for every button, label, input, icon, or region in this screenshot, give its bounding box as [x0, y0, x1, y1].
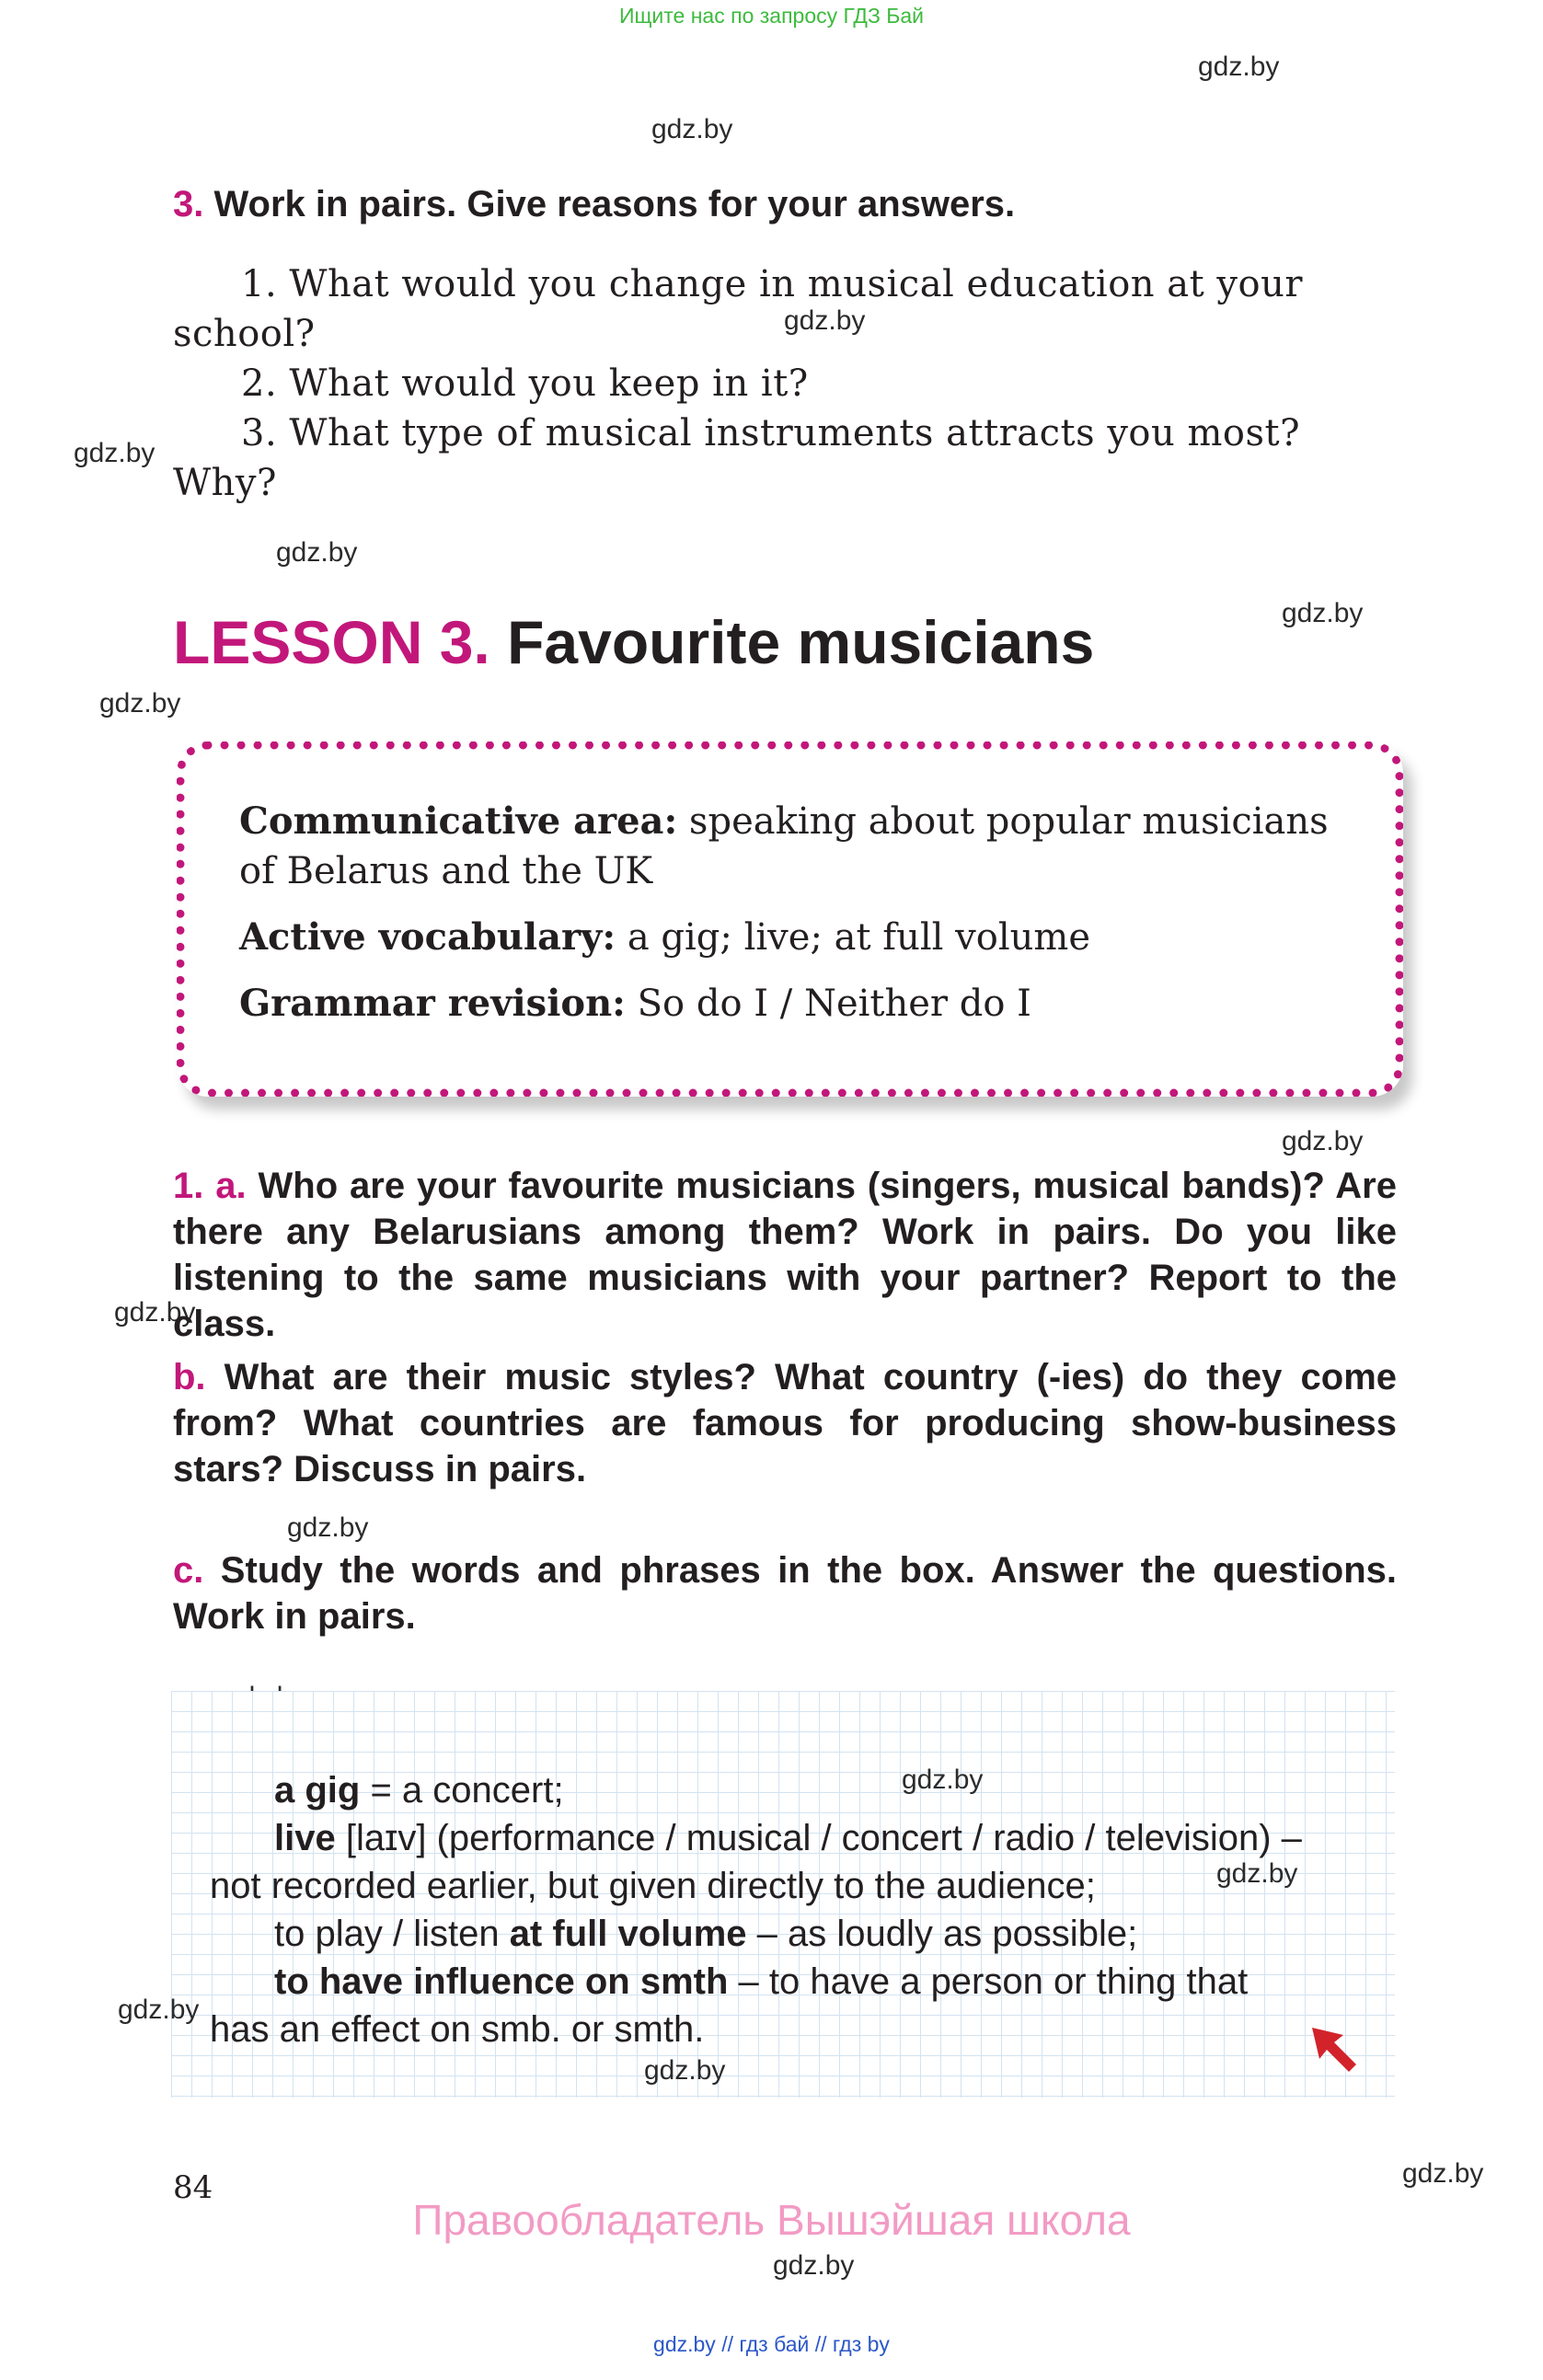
- watermark: gdz.by: [1198, 52, 1280, 82]
- question-3-line-2: Why?: [173, 462, 277, 504]
- communicative-area-text: speaking about popular musicians: [677, 800, 1329, 843]
- exercise-1b-text: What are their music styles? What country (-ies) do they come from? What countries are famous for producing show-business stars? Discuss in pairs.: [173, 1357, 1398, 1489]
- grammar-revision-label: Grammar revision:: [239, 982, 626, 1025]
- communicative-area-line-1: [239, 797, 1329, 846]
- exercise-1a-number: 1. a.: [173, 1166, 247, 1206]
- vocab-term-volume: at full volume: [509, 1914, 747, 1954]
- exercise-1c-number: c.: [173, 1550, 204, 1591]
- copyright-notice: Правообладатель Вышэйшая школа: [412, 2196, 1131, 2244]
- watermark: gdz.by: [1282, 1126, 1364, 1156]
- vocab-line-gig: [274, 1766, 564, 1814]
- question-3-line-1: 3. What type of musical instruments attracts you most?: [241, 412, 1301, 454]
- exercise-1c: [173, 1547, 1397, 1639]
- grammar-revision-line: [239, 979, 1031, 1029]
- vocab-def-gig: = a concert;: [360, 1770, 564, 1811]
- exercise-1a: [173, 1163, 1397, 1347]
- vocab-term-live: live: [274, 1818, 336, 1858]
- question-1-line-1: 1. What would you change in musical education at your: [241, 263, 1303, 305]
- watermark: gdz.by: [287, 1512, 369, 1543]
- vocab-def-live: [laɪv] (performance / musical / concert / radio / television) –: [335, 1818, 1302, 1858]
- lesson-name: Favourite musicians: [507, 608, 1095, 676]
- page-number: 84: [173, 2169, 213, 2206]
- watermark: gdz.by: [276, 537, 358, 568]
- lesson-label: LESSON 3.: [173, 608, 490, 676]
- vocab-line-live: [274, 1814, 1302, 1862]
- exercise-1a-text: Who are your favourite musicians (singers, musical bands)? Are there any Belarusians among them? Work in pairs. Do you like listening to the same musicians with your partner? Report to the class.: [173, 1166, 1397, 1344]
- exercise-1b: [173, 1354, 1397, 1492]
- watermark: gdz.by: [651, 114, 733, 144]
- question-2: 2. What would you keep in it?: [241, 362, 809, 405]
- watermark: gdz.by: [99, 688, 181, 719]
- lesson-title: [173, 605, 1094, 679]
- grammar-revision-text: So do I / Neither do I: [625, 983, 1031, 1025]
- watermark: gdz.by: [114, 1297, 196, 1328]
- vocab-line-influence-cont: has an effect on smb. or smth.: [210, 2009, 705, 2050]
- communicative-area-line-2: of Belarus and the UK: [239, 850, 653, 892]
- watermark: gdz.by: [1402, 2158, 1484, 2189]
- arrow-icon: [1307, 2022, 1362, 2077]
- watermark: gdz.by: [902, 1765, 984, 1795]
- exercise-3-text: Work in pairs. Give reasons for your answers.: [213, 184, 1016, 224]
- watermark: gdz.by: [1216, 1858, 1298, 1889]
- vocab-line-live-cont: not recorded earlier, but given directly to the audience;: [210, 1866, 1096, 1906]
- vocab-term-gig: a gig: [274, 1770, 361, 1811]
- communicative-area-label: Communicative area:: [239, 799, 678, 843]
- vocab-def-volume: – as loudly as possible;: [746, 1914, 1138, 1954]
- watermark: gdz.by: [773, 2250, 855, 2281]
- vocab-line-influence: [274, 1958, 1248, 2006]
- exercise-1b-number: b.: [173, 1357, 206, 1397]
- vocab-pre-volume: to play / listen: [274, 1914, 510, 1954]
- top-banner[interactable]: Ищите нас по запросу ГДЗ Бай: [618, 4, 925, 28]
- vocab-line-volume: [274, 1910, 1137, 1958]
- active-vocabulary-text: a gig; live; at full volume: [616, 916, 1090, 959]
- watermark: gdz.by: [74, 438, 155, 468]
- active-vocabulary-line: [239, 913, 1090, 962]
- watermark: gdz.by: [118, 1995, 200, 2025]
- active-vocabulary-label: Active vocabulary:: [239, 915, 616, 959]
- exercise-3-number: 3.: [173, 184, 204, 224]
- vocab-term-influence: to have influence on smth: [274, 1961, 729, 2002]
- question-1-line-2: school?: [173, 313, 316, 355]
- exercise-3-heading: [173, 181, 1397, 227]
- watermark: gdz.by: [1282, 598, 1364, 628]
- vocab-def-influence: – to have a person or thing that: [728, 1961, 1249, 2002]
- watermark: gdz.by: [644, 2055, 726, 2086]
- bottom-links[interactable]: gdz.by // гдз бай // гдз by: [653, 2332, 890, 2356]
- exercise-1c-text: Study the words and phrases in the box. Answer the questions. Work in pairs.: [173, 1550, 1397, 1637]
- watermark: gdz.by: [784, 305, 866, 336]
